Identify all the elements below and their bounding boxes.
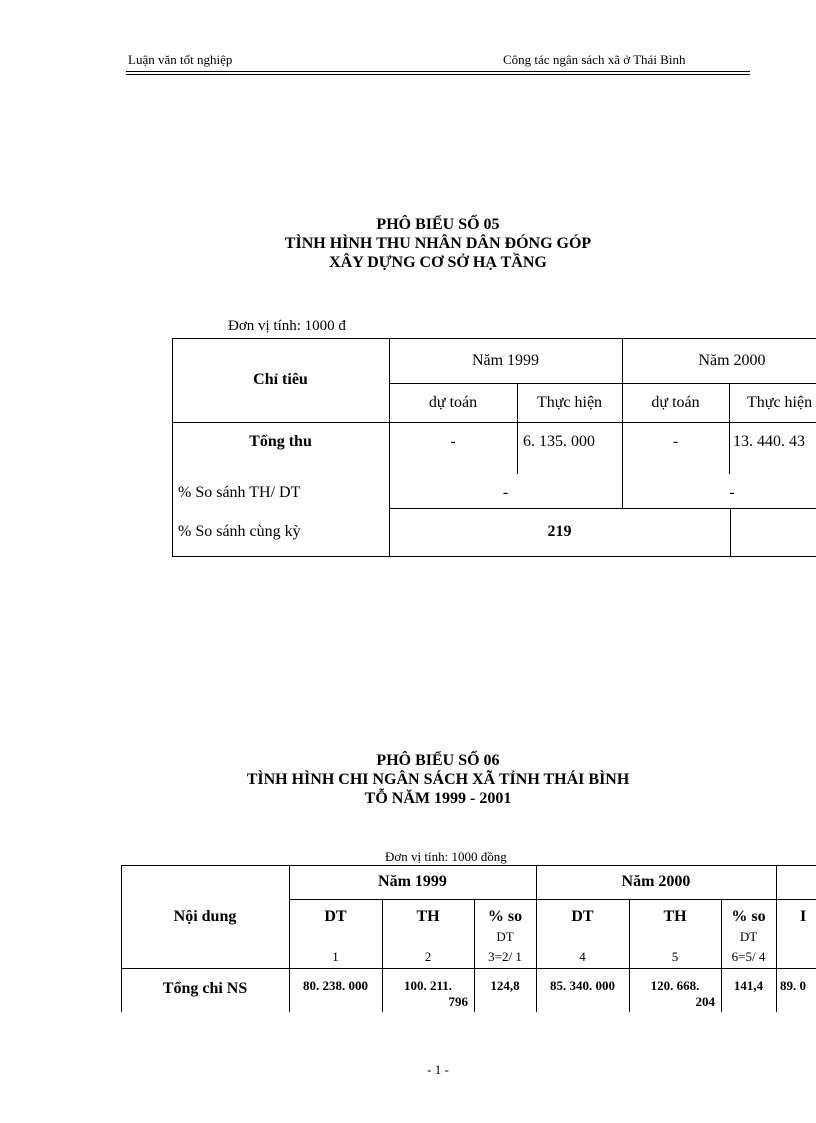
sub-plan-1999: dự toán — [428, 393, 478, 411]
pct-1999-sub: DT — [496, 929, 514, 944]
total-dt-1999: 80. 238. 000 — [303, 978, 368, 993]
year-1999-header-2: Năm 1999 — [378, 873, 447, 890]
total-pct-2000: 141,4 — [733, 978, 764, 993]
total-pct-1999: 124,8 — [490, 978, 520, 993]
header-left: Luận văn tốt nghiệp — [128, 52, 233, 67]
row-total-label: Tổng thu — [249, 433, 312, 450]
total-th-2000: 120. 668. — [650, 978, 700, 993]
total-1999-actual: 6. 135. 000 — [523, 433, 595, 450]
idx-2: 2 — [424, 949, 432, 964]
th-2000: TH — [663, 908, 687, 925]
year-1999-header: Năm 1999 — [471, 351, 540, 369]
idx-1: 1 — [332, 949, 339, 964]
idx-3: 3=2/ 1 — [488, 949, 522, 964]
pct-2000-sub: DT — [739, 929, 758, 944]
appendix6-unit: Đơn vị tính: 1000 đồng — [385, 849, 507, 864]
pct-1999: % so — [487, 908, 523, 925]
year-2000-header: Năm 2000 — [698, 351, 766, 369]
row-compare-plan-label: % So sánh TH/ DT — [178, 484, 301, 501]
col-content: Nội dung — [173, 907, 237, 925]
sub-actual-2000: Thực hiện — [747, 393, 813, 411]
total-2000-actual: 13. 440. 43 — [733, 433, 805, 450]
th-1999: TH — [416, 908, 440, 925]
dt-1999: DT — [324, 908, 347, 925]
dt-2001-partial: I — [800, 908, 807, 925]
compare-prev-value: 219 — [547, 523, 572, 540]
col-indicator: Chỉ tiêu — [253, 371, 308, 388]
appendix6-title-line1: PHÔ BIỂU SỐ 06 — [376, 752, 500, 769]
pct-2000: % so — [731, 908, 766, 925]
appendix6-title-line2: TÌNH HÌNH CHI NGÂN SÁCH XÃ TỈNH THÁI BÌNH — [246, 771, 630, 788]
appendix5-title-line3: XÂY DỰNG CƠ SỞ HẠ TẦNG — [329, 254, 547, 271]
appendix5-title-line1: PHÔ BIỂU SỐ 05 — [376, 216, 500, 233]
dt-2000: DT — [571, 908, 594, 925]
total-th-1999: 100. 211. — [403, 978, 453, 993]
compare-plan-2000: - — [729, 484, 735, 501]
sub-actual-1999: Thực hiện — [536, 393, 603, 411]
total-1999-plan: - — [450, 433, 456, 450]
idx-4: 4 — [579, 949, 586, 964]
header-right: Công tác ngân sách xã ở Thái Bình — [503, 52, 686, 67]
total-dt-2001-partial: 89. 0 — [780, 978, 806, 993]
sub-plan-2000: dự toán — [651, 393, 700, 411]
total-th-1999-cont: 796 — [448, 994, 468, 1009]
total-2000-plan: - — [672, 433, 679, 450]
row-compare-prev-label: % So sánh cùng kỳ — [178, 523, 301, 540]
appendix5-unit: Đơn vị tính: 1000 đ — [228, 318, 346, 334]
total-th-2000-cont: 204 — [695, 994, 715, 1009]
compare-plan-1999: - — [502, 484, 509, 501]
idx-5: 5 — [671, 949, 679, 964]
page-number: - 1 - — [427, 1062, 449, 1077]
idx-6: 6=5/ 4 — [731, 949, 766, 964]
total-dt-2000: 85. 340. 000 — [550, 978, 615, 993]
row-total-spending-label: Tổng chi NS — [162, 980, 248, 997]
appendix5-title-line2: TÌNH HÌNH THU NHÂN DÂN ĐÓNG GÓP — [284, 235, 592, 252]
appendix6-title-line3: TỖ NĂM 1999 - 2001 — [364, 790, 512, 807]
year-2000-header-2: Năm 2000 — [621, 873, 691, 890]
